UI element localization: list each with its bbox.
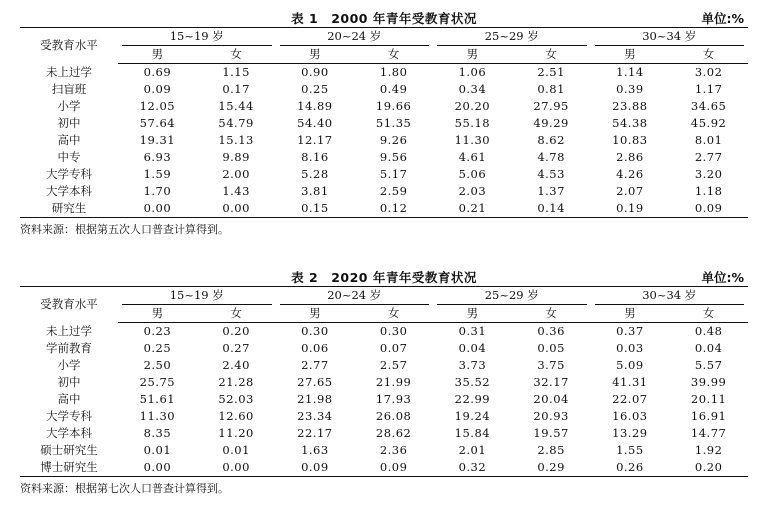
table-cell: 0.21 xyxy=(458,201,487,215)
table-cell: 2.59 xyxy=(379,184,408,198)
table-cell: 2.57 xyxy=(379,358,408,372)
table-cell: 5.17 xyxy=(379,167,408,181)
table-cell: 6.93 xyxy=(143,150,172,164)
row-label: 未上过学 xyxy=(46,323,92,338)
table-cell: 0.30 xyxy=(379,324,408,338)
table-cell: 2.77 xyxy=(694,150,723,164)
row-label: 未上过学 xyxy=(46,64,92,79)
row-label: 中专 xyxy=(57,150,81,164)
row-label: 高中 xyxy=(57,133,81,147)
table-cell: 0.29 xyxy=(537,460,565,474)
row-label: 大学本科 xyxy=(46,426,92,440)
table2-sex-header: 男 xyxy=(433,305,512,323)
table-cell: 0.49 xyxy=(379,82,408,96)
table-cell: 1.37 xyxy=(537,184,565,198)
table-cell: 0.01 xyxy=(222,443,250,457)
table-cell: 2.77 xyxy=(301,358,329,372)
table-cell: 1.63 xyxy=(301,443,329,457)
table2-age-group: 20~24 岁 xyxy=(276,287,434,306)
table-cell: 4.53 xyxy=(537,167,565,181)
table-cell: 4.78 xyxy=(537,150,565,164)
table2-block xyxy=(20,268,748,496)
table-cell: 0.23 xyxy=(143,324,172,338)
table-cell: 8.62 xyxy=(537,133,565,147)
table-cell: 16.03 xyxy=(612,409,648,423)
table2-source-note: 资料来源：根据第七次人口普查计算得到。 xyxy=(20,482,229,495)
table-cell: 5.28 xyxy=(301,167,329,181)
table-cell: 1.06 xyxy=(458,65,487,79)
table-cell: 54.38 xyxy=(612,116,648,130)
table1-sex-header: 女 xyxy=(512,46,591,64)
table1-sex-header: 女 xyxy=(197,46,276,64)
table-cell: 0.25 xyxy=(143,341,172,355)
table-cell: 2.85 xyxy=(537,443,565,457)
table-cell: 22.99 xyxy=(454,392,491,406)
table-cell: 22.17 xyxy=(297,426,333,440)
table-row xyxy=(20,323,748,341)
table-cell: 23.88 xyxy=(612,99,648,113)
table-cell: 22.07 xyxy=(612,392,648,406)
table-row xyxy=(20,149,748,166)
table-cell: 2.51 xyxy=(537,65,565,79)
table-cell: 54.79 xyxy=(218,116,254,130)
table-cell: 39.99 xyxy=(690,375,727,389)
table-cell: 0.26 xyxy=(616,460,644,474)
table-cell: 0.00 xyxy=(222,201,250,215)
table-cell: 15.44 xyxy=(218,99,254,113)
table2-title-row xyxy=(20,268,748,286)
table1-title-row xyxy=(20,9,748,27)
table-cell: 4.26 xyxy=(616,167,644,181)
table1-age-group: 15~19 岁 xyxy=(118,28,276,47)
table1-sex-header: 女 xyxy=(669,46,748,64)
table-cell: 0.81 xyxy=(537,82,565,96)
table-cell: 0.17 xyxy=(222,82,250,96)
table2-unit: 单位:% xyxy=(701,270,744,285)
table-cell: 0.14 xyxy=(537,201,565,215)
table-cell: 12.60 xyxy=(218,409,254,423)
table-cell: 34.65 xyxy=(690,99,727,113)
table-cell: 0.06 xyxy=(301,341,329,355)
table-cell: 19.57 xyxy=(533,426,569,440)
table-cell: 3.75 xyxy=(537,358,565,372)
table-cell: 12.05 xyxy=(139,99,176,113)
table-cell: 0.31 xyxy=(458,324,487,338)
table-cell: 5.06 xyxy=(458,167,487,181)
table-cell: 32.17 xyxy=(533,375,569,389)
table-cell: 0.36 xyxy=(537,324,565,338)
table-cell: 1.15 xyxy=(222,65,250,79)
table-cell: 23.34 xyxy=(297,409,333,423)
table-cell: 1.70 xyxy=(143,184,172,198)
table2-sex-header: 女 xyxy=(354,305,433,323)
table2-age-group: 15~19 岁 xyxy=(118,287,276,306)
table-cell: 15.84 xyxy=(454,426,491,440)
table-cell: 2.40 xyxy=(222,358,250,372)
table-cell: 19.24 xyxy=(454,409,491,423)
table-cell: 20.11 xyxy=(690,392,727,406)
table1 xyxy=(20,27,748,218)
table-cell: 0.69 xyxy=(143,65,172,79)
table-cell: 0.00 xyxy=(143,201,172,215)
table-row xyxy=(20,132,748,149)
table-cell: 9.26 xyxy=(379,133,408,147)
table1-age-group: 25~29 岁 xyxy=(433,28,591,47)
table-cell: 5.09 xyxy=(616,358,644,372)
table-row xyxy=(20,81,748,98)
table-cell: 2.36 xyxy=(379,443,408,457)
table-cell: 11.30 xyxy=(139,409,176,423)
table-cell: 28.62 xyxy=(375,426,412,440)
table-cell: 1.14 xyxy=(616,65,644,79)
table-cell: 27.95 xyxy=(533,99,569,113)
table-cell: 2.07 xyxy=(616,184,644,198)
table-cell: 0.20 xyxy=(222,324,250,338)
table1-sex-header: 女 xyxy=(354,46,433,64)
table-cell: 1.80 xyxy=(379,65,408,79)
table-cell: 11.20 xyxy=(218,426,254,440)
table-cell: 16.91 xyxy=(690,409,727,423)
table-cell: 1.18 xyxy=(694,184,723,198)
table-cell: 1.55 xyxy=(616,443,644,457)
table-cell: 25.75 xyxy=(139,375,176,389)
table-cell: 51.61 xyxy=(139,392,176,406)
table-cell: 0.90 xyxy=(301,65,329,79)
table-row xyxy=(20,374,748,391)
table-cell: 0.09 xyxy=(143,82,172,96)
table-cell: 54.40 xyxy=(297,116,333,130)
table1-row-header: 受教育水平 xyxy=(40,38,98,53)
row-label: 初中 xyxy=(57,116,81,130)
table-cell: 8.35 xyxy=(143,426,172,440)
table-cell: 0.07 xyxy=(379,341,408,355)
table-cell: 57.64 xyxy=(139,116,176,130)
table2-sex-header: 女 xyxy=(669,305,748,323)
table-cell: 2.01 xyxy=(458,443,487,457)
table-cell: 52.03 xyxy=(218,392,254,406)
table-cell: 45.92 xyxy=(690,116,727,130)
table-cell: 0.30 xyxy=(301,324,329,338)
table2-sex-header: 女 xyxy=(197,305,276,323)
row-label: 初中 xyxy=(57,375,81,389)
table-cell: 0.09 xyxy=(301,460,329,474)
table-row xyxy=(20,340,748,357)
table-cell: 1.43 xyxy=(222,184,250,198)
table-cell: 3.02 xyxy=(694,65,723,79)
table2 xyxy=(20,286,748,477)
table-cell: 0.27 xyxy=(222,341,250,355)
table-cell: 0.20 xyxy=(694,460,723,474)
row-label: 扫盲班 xyxy=(51,82,87,96)
row-label: 小学 xyxy=(57,358,81,372)
table-cell: 8.16 xyxy=(301,150,329,164)
table-cell: 41.31 xyxy=(612,375,648,389)
table-cell: 21.98 xyxy=(297,392,333,406)
table-row xyxy=(20,166,748,183)
table-cell: 21.28 xyxy=(218,375,254,389)
table-cell: 1.59 xyxy=(143,167,172,181)
table2-row-header: 受教育水平 xyxy=(40,297,98,312)
row-label: 大学专科 xyxy=(46,409,92,423)
table2-sex-header: 女 xyxy=(512,305,591,323)
table-cell: 0.05 xyxy=(537,341,565,355)
table-cell: 2.00 xyxy=(222,167,250,181)
row-label: 研究生 xyxy=(51,201,87,215)
table-row xyxy=(20,183,748,200)
table-cell: 1.17 xyxy=(694,82,723,96)
table-cell: 20.04 xyxy=(533,392,569,406)
table-cell: 19.31 xyxy=(139,133,176,147)
table-cell: 35.52 xyxy=(454,375,491,389)
row-label: 大学专科 xyxy=(46,167,92,181)
table-cell: 2.03 xyxy=(458,184,487,198)
table-row xyxy=(20,64,748,82)
table-cell: 0.04 xyxy=(694,341,723,355)
table-cell: 0.09 xyxy=(694,201,723,215)
table-cell: 0.00 xyxy=(222,460,250,474)
table-row xyxy=(20,408,748,425)
table-cell: 49.29 xyxy=(533,116,569,130)
table2-sex-header: 男 xyxy=(591,305,670,323)
table1-sex-header: 男 xyxy=(118,46,197,64)
table-cell: 0.09 xyxy=(379,460,408,474)
table-cell: 14.89 xyxy=(297,99,333,113)
table-row xyxy=(20,442,748,459)
table1-unit: 单位:% xyxy=(701,11,744,26)
row-label: 大学本科 xyxy=(46,184,92,198)
table-cell: 15.13 xyxy=(218,133,254,147)
table-cell: 26.08 xyxy=(375,409,412,423)
table-cell: 19.66 xyxy=(375,99,412,113)
table-cell: 9.89 xyxy=(222,150,250,164)
table1-body xyxy=(20,64,748,218)
table-cell: 5.57 xyxy=(694,358,723,372)
row-label: 高中 xyxy=(57,392,81,406)
table2-sex-header: 男 xyxy=(276,305,355,323)
table-row xyxy=(20,425,748,442)
row-label: 博士研究生 xyxy=(40,460,98,474)
table-cell: 21.99 xyxy=(375,375,412,389)
table-cell: 0.12 xyxy=(379,201,408,215)
table2-title: 表 2 2020 年青年受教育状况 xyxy=(291,270,477,285)
table-cell: 12.17 xyxy=(297,133,333,147)
table1-age-group: 20~24 岁 xyxy=(276,28,434,47)
table-cell: 17.93 xyxy=(375,392,412,406)
table1-sex-header: 男 xyxy=(433,46,512,64)
table1-age-group: 30~34 岁 xyxy=(591,28,749,47)
table-cell: 0.00 xyxy=(143,460,172,474)
row-label: 硕士研究生 xyxy=(40,443,98,457)
table2-body xyxy=(20,323,748,477)
table-cell: 0.37 xyxy=(616,324,644,338)
table-cell: 1.92 xyxy=(694,443,723,457)
table-cell: 2.86 xyxy=(616,150,644,164)
table-cell: 20.20 xyxy=(454,99,491,113)
table-cell: 13.29 xyxy=(612,426,648,440)
table1-sex-header: 男 xyxy=(276,46,355,64)
table-row xyxy=(20,98,748,115)
table2-age-group: 30~34 岁 xyxy=(591,287,749,306)
table-cell: 0.15 xyxy=(301,201,329,215)
table-cell: 4.61 xyxy=(458,150,487,164)
table2-sex-header: 男 xyxy=(118,305,197,323)
table-cell: 51.35 xyxy=(375,116,412,130)
table-cell: 3.73 xyxy=(458,358,487,372)
table1-title: 表 1 2000 年青年受教育状况 xyxy=(291,11,477,26)
table-row xyxy=(20,357,748,374)
row-label: 学前教育 xyxy=(46,341,92,355)
table-cell: 8.01 xyxy=(694,133,723,147)
table-cell: 0.39 xyxy=(616,82,644,96)
table-cell: 9.56 xyxy=(379,150,408,164)
table-cell: 0.03 xyxy=(616,341,644,355)
row-label: 小学 xyxy=(57,99,81,113)
table-cell: 3.20 xyxy=(694,167,723,181)
table-cell: 10.83 xyxy=(612,133,648,147)
table1-sex-header: 男 xyxy=(591,46,670,64)
table-row xyxy=(20,115,748,132)
table-cell: 0.32 xyxy=(458,460,487,474)
table1-block xyxy=(20,9,748,237)
table-row xyxy=(20,459,748,477)
table-cell: 11.30 xyxy=(454,133,491,147)
table-cell: 20.93 xyxy=(533,409,569,423)
table-cell: 0.19 xyxy=(616,201,644,215)
table1-source-note: 资料来源：根据第五次人口普查计算得到。 xyxy=(20,223,229,236)
table-cell: 0.34 xyxy=(458,82,487,96)
table-cell: 55.18 xyxy=(454,116,491,130)
table-cell: 3.81 xyxy=(301,184,329,198)
table-cell: 0.48 xyxy=(694,324,723,338)
table-cell: 14.77 xyxy=(690,426,727,440)
table2-age-group: 25~29 岁 xyxy=(433,287,591,306)
table-row xyxy=(20,391,748,408)
table-cell: 27.65 xyxy=(297,375,333,389)
table-cell: 0.01 xyxy=(143,443,172,457)
table-cell: 0.25 xyxy=(301,82,329,96)
table-row xyxy=(20,200,748,218)
table-cell: 0.04 xyxy=(458,341,487,355)
table-cell: 2.50 xyxy=(143,358,172,372)
